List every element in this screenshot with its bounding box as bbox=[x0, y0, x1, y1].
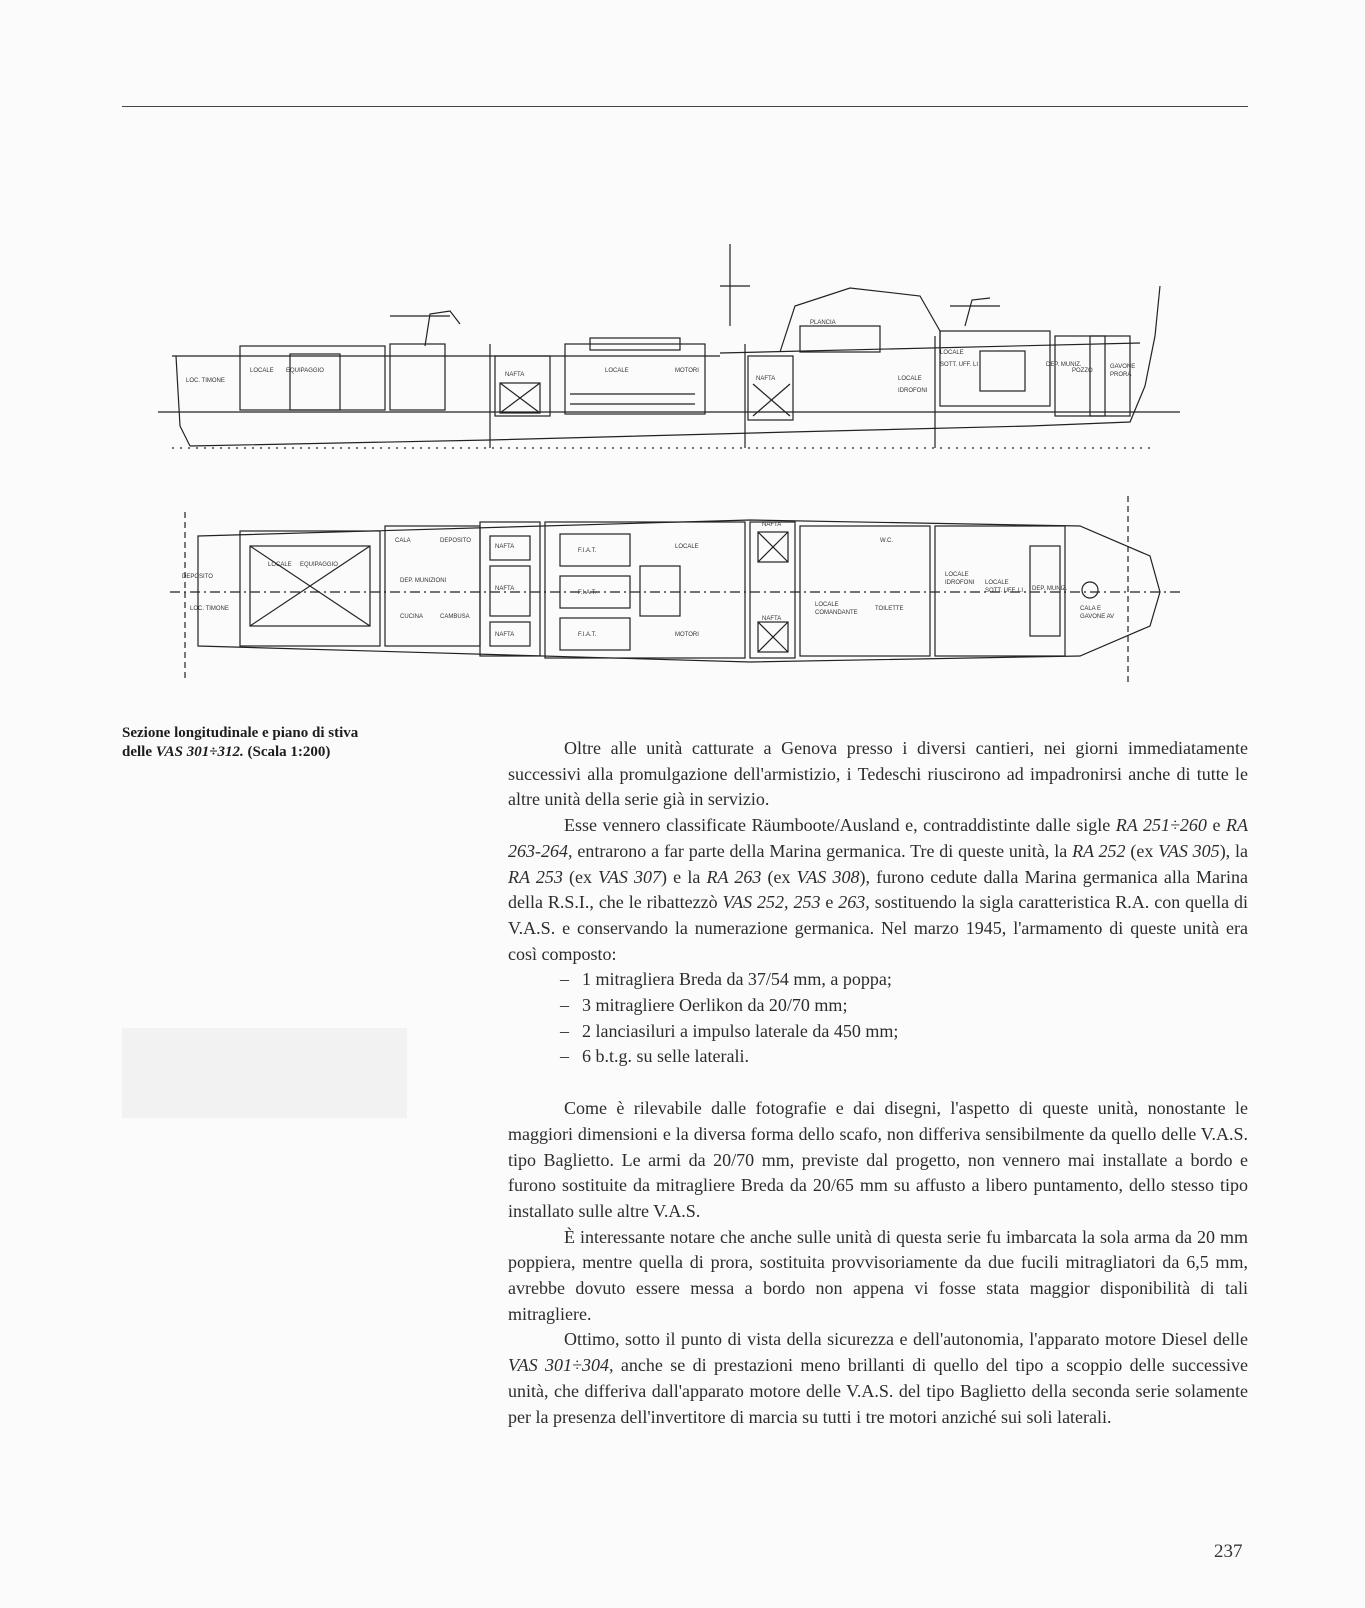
caption-prefix: delle bbox=[122, 744, 156, 760]
label-plan-locale: LOCALE bbox=[268, 562, 292, 568]
label-deposito: DEPOSITO bbox=[182, 574, 213, 580]
label-cambusa: CAMBUSA bbox=[440, 614, 470, 620]
show-through-shadow bbox=[122, 1028, 407, 1118]
article-body bbox=[508, 736, 1248, 1430]
paragraph-3: Come è rilevabile dalle fotografie e dai disegni, l'aspetto di queste unità, nonostante le maggiori dimensioni e la diversa forma dello scafo, non differiva sensibilmente da quello delle V.A.S. tipo Baglietto. Le armi da 20/70 mm, previste dal progetto, non vennero mai installate a bordo e furono sostituite da mitragliere Breda da 20/65 mm su affusto a libero puntamento, dello stesso tipo installato sulle altre V.A.S. bbox=[508, 1098, 1248, 1221]
label-fiat-2: F.I.A.T. bbox=[578, 590, 597, 596]
label-toilette: TOILETTE bbox=[875, 606, 904, 612]
label-plan-locale-sottuff: LOCALE bbox=[985, 580, 1009, 586]
caption-line-2 bbox=[122, 743, 422, 762]
label-plan-nafta-5: NAFTA bbox=[762, 616, 782, 622]
label-plan-deposito: DEPOSITO bbox=[440, 538, 471, 544]
plan-labels bbox=[182, 522, 1114, 638]
caption-italic: VAS 301÷312. bbox=[155, 744, 244, 760]
label-nafta-1: NAFTA bbox=[505, 372, 525, 378]
label-comandante: COMANDANTE bbox=[815, 610, 858, 616]
label-locale-motori: LOCALE bbox=[605, 368, 629, 374]
label-gavone: GAVONE bbox=[1110, 364, 1136, 370]
list-item: – 6 b.t.g. su selle laterali. bbox=[560, 1046, 749, 1067]
paragraph-2: Esse vennero classificate Räumboote/Ausland e, contraddistinte dalle sigle RA 251÷260 e RA 263-264, entrarono a far parte della Marina germanica. Tre di queste unità, la RA 252 (ex VAS 305), la RA 253 (ex VAS 307) e la RA 263 (ex VAS 308), furono cedute dalla Marina germanica alla Marina della R.S.I., che le ribattezzò VAS 252, 253 e 263, sostituendo la sigla caratteristica R.A. con quella di V.A.S. e conservando la numerazione germanica. Nel marzo 1945, l'armamento di queste unità era così composto: bbox=[508, 815, 1249, 964]
label-sottuff: SOTT. UFF. LI bbox=[940, 362, 979, 368]
label-locale-idrofoni: LOCALE bbox=[898, 376, 922, 382]
label-loc-timone: LOC. TIMONE bbox=[186, 378, 225, 384]
label-plan-sottuff: SOTT. UFF. LI bbox=[985, 588, 1024, 594]
label-idrofoni: IDROFONI bbox=[898, 388, 928, 394]
label-equipaggio: EQUIPAGGIO bbox=[286, 368, 324, 374]
label-prora: PRORA bbox=[1110, 372, 1132, 378]
list-item: – 1 mitragliera Breda da 37/54 mm, a poppa; bbox=[560, 969, 892, 990]
label-plan-nafta-1: NAFTA bbox=[495, 544, 515, 550]
label-gavone-av: GAVONE AV bbox=[1080, 614, 1115, 620]
label-plancia: PLANCIA bbox=[810, 320, 836, 326]
list-item: – 2 lanciasiluri a impulso laterale da 450 mm; bbox=[560, 1020, 899, 1041]
label-plan-nafta-4: NAFTA bbox=[762, 522, 782, 528]
ship-drawing-svg bbox=[150, 226, 1190, 706]
deck-plan bbox=[170, 496, 1180, 686]
ship-drawing bbox=[150, 226, 1190, 706]
label-plan-idrofoni: IDROFONI bbox=[945, 580, 975, 586]
label-cala: CALA bbox=[395, 538, 411, 544]
label-pozzo: POZZO bbox=[1072, 368, 1093, 374]
label-plan-nafta-3: NAFTA bbox=[495, 632, 515, 638]
side-elevation bbox=[158, 244, 1180, 448]
label-plan-locale-idrofoni: LOCALE bbox=[945, 572, 969, 578]
label-motori: MOTORI bbox=[675, 368, 699, 374]
label-plan-locale-motori: LOCALE bbox=[675, 544, 699, 550]
caption-line-1: Sezione longitudinale e piano di stiva bbox=[122, 725, 359, 741]
armament-list bbox=[508, 967, 1248, 1070]
paragraph-1: Oltre alle unità catturate a Genova presso i diversi cantieri, nei giorni immediatamente successivi alla promulgazione dell'armistizio, i Tedeschi riuscirono ad impadronirsi anche di tutte le altre unità della serie già in servizio. bbox=[508, 738, 1248, 810]
label-plan-loc-timone: LOC. TIMONE bbox=[190, 606, 229, 612]
label-fiat-3: F.I.A.T. bbox=[578, 632, 597, 638]
label-cala-e: CALA E bbox=[1080, 606, 1102, 612]
label-locale-sottuff: LOCALE bbox=[940, 350, 964, 356]
header-rule bbox=[122, 106, 1248, 107]
page-number: 237 bbox=[1214, 1541, 1243, 1562]
label-locale: LOCALE bbox=[250, 368, 274, 374]
paragraph-5: Ottimo, sotto il punto di vista della sicurezza e dell'autonomia, l'apparato motore Diesel delle VAS 301÷304, anche se di prestazioni meno brillanti di quello del tipo a scoppio delle successive unità, che differiva dall'apparato motore delle V.A.S. del tipo Baglietto della seconda serie solamente per la presenza dell'invertitore di marcia su tutti i tre motori anziché sui soli laterali. bbox=[508, 1329, 1248, 1427]
label-dep-munizioni: DEP. MUNIZIONI bbox=[400, 578, 447, 584]
caption-suffix: (Scala 1:200) bbox=[243, 744, 331, 760]
label-dep-muniz: DEP. MUNIZ. bbox=[1046, 362, 1082, 368]
label-plan-dep-muniz: DEP. MUNIZ. bbox=[1032, 586, 1068, 592]
label-locale-comandante: LOCALE bbox=[815, 602, 839, 608]
label-wc: W.C. bbox=[880, 538, 893, 544]
label-plan-equipaggio: EQUIPAGGIO bbox=[300, 562, 338, 568]
paragraph-4: È interessante notare che anche sulle unità di questa serie fu imbarcata la sola arma da 20 mm poppiera, mentre quella di prora, sostituita provvisoriamente da due fucili mitragliatori da 6,5 mm, avrebbe dovuto essere messa a bordo non appena vi fosse stata maggior disponibilità di tali mitragliere. bbox=[508, 1226, 1248, 1324]
list-item: – 3 mitragliere Oerlikon da 20/70 mm; bbox=[560, 995, 848, 1016]
figure-caption bbox=[122, 724, 422, 762]
label-plan-nafta-2: NAFTA bbox=[495, 586, 515, 592]
label-nafta-2: NAFTA bbox=[756, 376, 776, 382]
label-fiat-1: F.I.A.T. bbox=[578, 548, 597, 554]
label-plan-motori: MOTORI bbox=[675, 632, 699, 638]
label-cucina: CUCINA bbox=[400, 614, 424, 620]
